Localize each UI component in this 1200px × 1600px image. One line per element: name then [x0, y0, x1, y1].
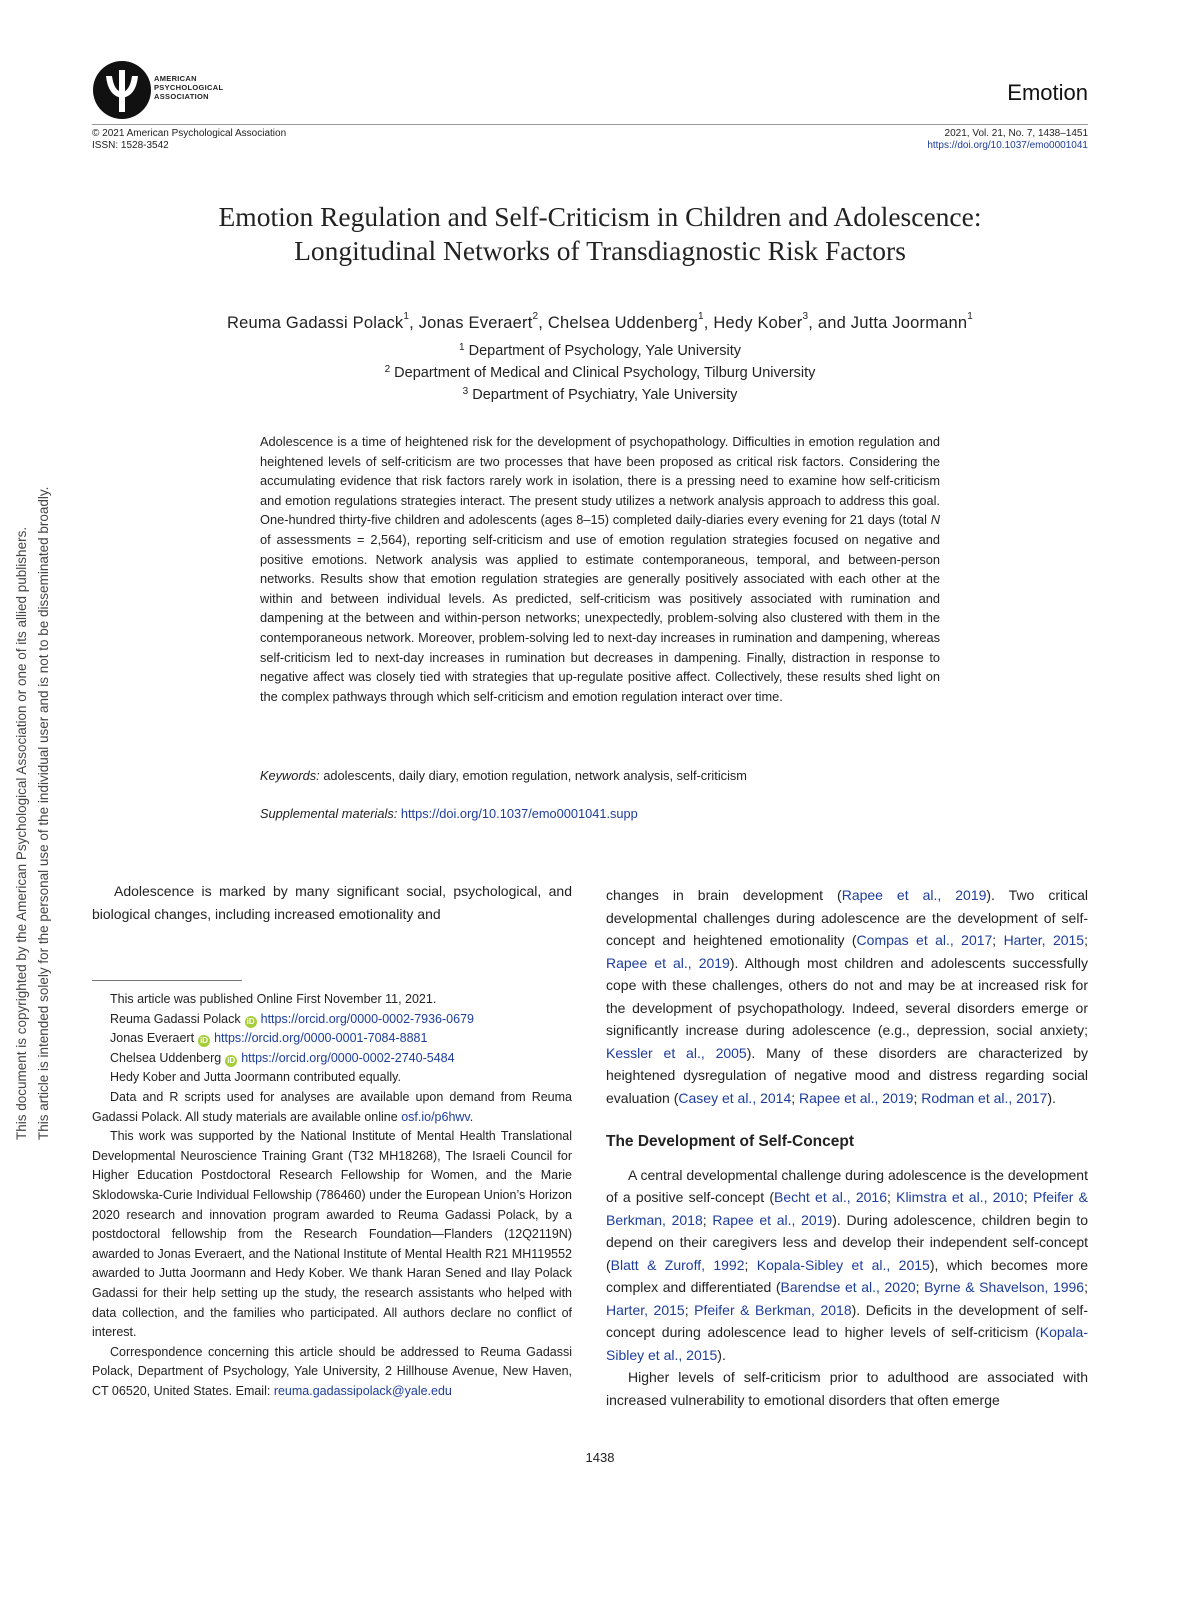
- orcid-link[interactable]: https://orcid.org/0000-0002-2740-5484: [241, 1050, 455, 1065]
- affiliation-text: Department of Psychology, Yale University: [464, 343, 741, 359]
- citation-link[interactable]: Compas et al., 2017: [856, 932, 993, 948]
- doi-link[interactable]: https://doi.org/10.1037/emo0001041: [927, 140, 1088, 151]
- body-text: ), which becomes more complex and differentiated (: [606, 1256, 1089, 1295]
- citation-link[interactable]: Pfeifer & Berkman, 2018: [694, 1301, 852, 1318]
- affiliation-text: Department of Psychiatry, Yale University: [468, 387, 738, 403]
- affiliation-number: 2: [384, 364, 391, 375]
- footnotes: [92, 990, 572, 1401]
- intro-paragraph: Adolescence is marked by many significant social, psychological, and biological changes, including increased emotionality and: [92, 883, 572, 922]
- body-text: ;: [702, 1211, 713, 1228]
- orcid-author: Chelsea Uddenberg: [110, 1050, 222, 1065]
- author-name: Jonas Everaert: [418, 314, 533, 332]
- publisher-logo-text: [154, 74, 223, 101]
- citation-link[interactable]: Rapee et al., 2019: [841, 887, 987, 903]
- section-heading: The Development of Self-Concept: [606, 1133, 855, 1150]
- body-text: A central developmental challenge during adolescence is the development of a positive self-concept (: [606, 1166, 1088, 1205]
- issn-text: ISSN: 1528-3542: [92, 140, 169, 151]
- orcid-entry: [92, 1029, 572, 1049]
- keywords-text: adolescents, daily diary, emotion regulation, network analysis, self-criticism: [323, 768, 747, 783]
- author-separator: ,: [703, 314, 714, 332]
- body-paragraph: [606, 884, 1088, 1109]
- article-title: [92, 200, 1108, 268]
- affiliation: [92, 340, 1108, 362]
- author-name: Hedy Kober: [713, 314, 803, 332]
- author-name: Jutta Joormann: [850, 314, 968, 332]
- funding-note: This work was supported by the National Institute of Mental Health Translational Developmental Neuroscience Training Grant (T32 MH18268), The Israeli Council for Higher Education Postdoctoral Research Fellowship for Women, and the Marie Sklodowska-Curie Individual Fellowship (786460) under the European Union’s Horizon 2020 research and innovation program awarded to Reuma Gadassi Polack, by a postdoctoral fellowship from the Research Foundation—Flanders (12Q2119N) awarded to Jonas Everaert, and the National Institute of Mental Health R21 MH119552 awarded to Jutta Joormann and Hedy Kober. We thank Haran Sened and Ilay Polack Gadassi for their help setting up the study, the research assistants who helped with data collection, and the families who participated. All authors declare no conflict of interest.: [92, 1129, 572, 1340]
- correspondence-text: Correspondence concerning this article should be addressed to Reuma Gadassi Polack, Department of Psychology, Yale University, 2 Hillhouse Avenue, New Haven, CT 06520, United States. Email:: [92, 1344, 572, 1398]
- supplemental-link[interactable]: https://doi.org/10.1037/emo0001041.supp: [400, 806, 638, 821]
- body-text: ). Two critical developmental challenges during adolescence are the development of self-concept and heightened emotionality (: [606, 887, 1088, 948]
- citation-link[interactable]: Harter, 2015: [1003, 932, 1085, 948]
- body-text: ). Many of these disorders are characterized by heightened dysregulation of negative mood and distress regarding social evaluation (: [606, 1044, 1088, 1106]
- author-affiliation-mark: 1: [967, 311, 974, 322]
- copyright-text: © 2021 American Psychological Association: [92, 128, 287, 139]
- affiliation: [92, 362, 1108, 384]
- citation-link[interactable]: Kessler et al., 2005: [606, 1044, 747, 1061]
- body-text: changes in brain development (: [606, 887, 842, 903]
- citation-text: 2021, Vol. 21, No. 7, 1438–1451: [944, 128, 1088, 139]
- title-line: Longitudinal Networks of Transdiagnostic Risk Factors: [294, 235, 906, 266]
- author-name: Reuma Gadassi Polack: [226, 314, 404, 332]
- orcid-entry: [92, 1010, 572, 1030]
- author-separator: ,: [409, 314, 419, 332]
- author-name: Chelsea Uddenberg: [547, 314, 699, 332]
- author-separator: ,: [538, 314, 548, 332]
- citation-link[interactable]: Klimstra et al., 2010: [896, 1189, 1024, 1205]
- logo-line: AMERICAN: [154, 74, 197, 83]
- body-text: ).: [717, 1346, 726, 1363]
- body-text: ;: [886, 1189, 897, 1205]
- copyright-block: [92, 128, 286, 152]
- abstract-text: Adolescence is a time of heightened risk for the development of psychopathology. Difficulties in emotion regulation and heightened levels of self-criticism are two processes that have been proposed as critical risk factors. Considering the accumulating evidence that risk factors rarely work in isolation, there is a pressing need to examine how self-criticism and emotion regulations strategies interact. The present study utilizes a network analysis approach to address this goal. One-hundred thirty-five children and adolescents (ages 8–15) completed daily-diaries every evening for 21 days (total: [260, 434, 940, 528]
- osf-link[interactable]: osf.io/p6hwv: [401, 1109, 470, 1124]
- citation-link[interactable]: Rapee et al., 2019: [606, 954, 730, 971]
- citation-link[interactable]: Becht et al., 2016: [774, 1189, 887, 1205]
- orcid-author: Reuma Gadassi Polack: [110, 1011, 241, 1026]
- author-affiliation-mark: 1: [403, 311, 410, 322]
- logo-line: ASSOCIATION: [154, 92, 209, 101]
- footnote-divider: [92, 980, 242, 981]
- supplemental-label: Supplemental materials:: [260, 806, 398, 821]
- orcid-icon: iD: [246, 1016, 255, 1026]
- author-separator: , and: [808, 314, 851, 332]
- author-list: [92, 311, 1108, 333]
- page-number: 1438: [585, 1450, 615, 1465]
- data-availability-note: [92, 1088, 572, 1127]
- body-text: ;: [1084, 932, 1088, 948]
- body-paragraph: [606, 1164, 1088, 1367]
- body-text: ;: [1023, 1189, 1033, 1205]
- watermark-line: This article is intended solely for the personal use of the individual user and is not to be disseminated broadly.: [36, 486, 51, 1140]
- equal-contribution-note: Hedy Kober and Jutta Joormann contributed equally.: [110, 1070, 401, 1085]
- citation-link[interactable]: Byrne & Shavelson, 1996: [924, 1279, 1085, 1295]
- body-text: ;: [744, 1256, 757, 1273]
- affiliation-number: 3: [462, 386, 469, 397]
- apa-logo-icon: [92, 60, 152, 120]
- journal-name: Emotion: [1007, 80, 1088, 105]
- citation-link[interactable]: Barendse et al., 2020: [780, 1279, 916, 1295]
- citation-link[interactable]: Rodman et al., 2017: [921, 1089, 1048, 1106]
- supplemental-materials: [260, 806, 940, 821]
- citation-link[interactable]: Casey et al., 2014: [678, 1089, 792, 1106]
- orcid-list: [92, 1010, 572, 1069]
- body-text: ;: [913, 1089, 922, 1106]
- orcid-link[interactable]: https://orcid.org/0000-0001-7084-8881: [214, 1031, 428, 1046]
- body-text: ;: [1084, 1279, 1088, 1295]
- title-line: Emotion Regulation and Self-Criticism in Children and Adolescence:: [218, 201, 982, 232]
- citation-link[interactable]: Harter, 2015: [606, 1301, 685, 1318]
- published-note: This article was published Online First November 11, 2021.: [110, 992, 437, 1006]
- header-divider: [92, 124, 1088, 125]
- right-column: [606, 884, 1088, 1411]
- citation-link[interactable]: Pfeifer & Berkman, 2018: [606, 1189, 1089, 1228]
- email-link[interactable]: reuma.gadassipolack@yale.edu: [273, 1383, 452, 1398]
- affiliation-list: [92, 340, 1108, 406]
- orcid-entry: [92, 1049, 572, 1069]
- keywords-label: Keywords:: [260, 768, 320, 783]
- orcid-link[interactable]: https://orcid.org/0000-0002-7936-0679: [260, 1011, 474, 1026]
- abstract: [260, 432, 940, 706]
- citation-link[interactable]: Kopala-Sibley et al., 2015: [756, 1256, 930, 1273]
- body-text: ;: [992, 932, 1004, 948]
- body-text: ).: [1047, 1089, 1056, 1106]
- body-text: ;: [915, 1279, 925, 1295]
- keywords: [260, 768, 940, 783]
- body-text: ). During adolescence, children begin to depend on their caregivers less and develop their independent self-concept (: [606, 1211, 1089, 1273]
- affiliation-number: 1: [459, 342, 465, 353]
- correspondence-note: [92, 1343, 572, 1402]
- body-text: ). Deficits in the development of self-concept during adolescence lead to higher levels of self-criticism (: [606, 1301, 1088, 1340]
- body-text: ;: [684, 1301, 695, 1318]
- affiliation-text: Department of Medical and Clinical Psychology, Tilburg University: [390, 365, 816, 381]
- copyright-watermark: [6, 440, 66, 1140]
- citation-block: [927, 128, 1088, 152]
- body-text: ). Although most children and adolescents successfully cope with these challenges, others do not and may be at increased risk for the development of psychopathology. Indeed, several disorders emerge or significantly increase during adolescence (e.g., depression, social anxiety;: [606, 954, 1089, 1038]
- body-text: ;: [791, 1089, 800, 1106]
- data-text: Data and R scripts used for analyses are available upon demand from Reuma Gadassi Polack. All study materials are available online: [92, 1089, 572, 1124]
- citation-link[interactable]: Rapee et al., 2019: [712, 1211, 833, 1228]
- affiliation: [92, 384, 1108, 406]
- orcid-icon: iD: [200, 1036, 209, 1046]
- author-affiliation-mark: 3: [802, 311, 809, 322]
- citation-link[interactable]: Rapee et al., 2019: [799, 1089, 914, 1106]
- abstract-text: of assessments = 2,564), reporting self-criticism and use of emotion regulation strategies focused on negative and positive emotions. Network analysis was applied to estimate contemporaneous, temporal, and between-person networks. Results show that emotion regulation strategies are generally positively associated with each other at the within and between individual levels. As predicted, self-criticism was positively associated with rumination and dampening at the between and within-person networks; unexpectedly, problem-solving also clustered with them in the contemporaneous network. Moreover, problem-solving led to next-day increases in rumination and dampening, whereas self-criticism led to next-day increases in rumination but decreases in dampening. Finally, distraction in response to negative affect was closely tied with strategies that up-regulate positive affect. Collectively, these results shed light on the complex pathways through which self-criticism and emotion regulation interact over time.: [260, 531, 940, 704]
- citation-link[interactable]: Blatt & Zuroff, 1992: [610, 1256, 745, 1273]
- citation-link[interactable]: Kopala-Sibley et al., 2015: [606, 1324, 1088, 1363]
- orcid-icon: iD: [227, 1055, 236, 1065]
- orcid-author: Jonas Everaert: [110, 1031, 195, 1046]
- watermark-line: This document is copyrighted by the American Psychological Association or one of its allied publishers.: [14, 526, 29, 1140]
- logo-line: PSYCHOLOGICAL: [154, 83, 224, 92]
- abstract-n-symbol: N: [930, 512, 940, 528]
- data-end: .: [469, 1109, 474, 1124]
- author-affiliation-mark: 1: [698, 311, 704, 322]
- author-affiliation-mark: 2: [532, 311, 539, 322]
- body-paragraph: Higher levels of self-criticism prior to adulthood are associated with increased vulnerability to emotional disorders that often emerge: [606, 1369, 1088, 1408]
